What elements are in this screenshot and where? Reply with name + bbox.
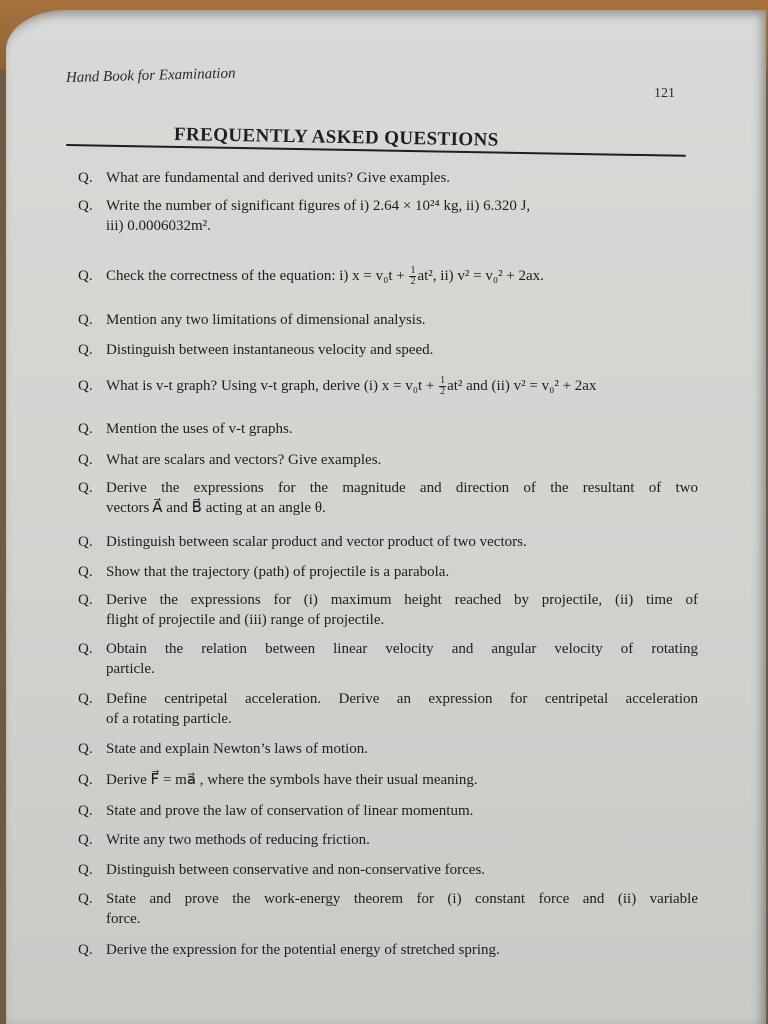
question-item [78, 940, 698, 960]
question-text [106, 266, 698, 287]
question-item [78, 860, 698, 880]
question-item [78, 770, 698, 790]
question-text: Show that the trajectory (path) of projectile is a parabola. [106, 564, 450, 580]
question-text: State and prove the work-energy theorem for (i) constant force and (ii) variable [106, 891, 698, 907]
question-item [78, 376, 698, 397]
equation-prefix: Check the correctness of the equation: i) x = v₀t + [106, 268, 409, 284]
question-text: Distinguish between instantaneous velocity and speed. [106, 342, 434, 358]
question-marker: Q. [78, 480, 93, 496]
question-item [78, 801, 698, 821]
book-page [6, 10, 766, 1024]
question-text: State and prove the law of conservation of linear momentum. [106, 803, 474, 819]
question-marker: Q. [78, 862, 93, 878]
question-text: iii) 0.0006032m². [106, 218, 211, 234]
question-item [78, 340, 698, 360]
question-text: Obtain the relation between linear velocity and angular velocity of rotating [106, 641, 698, 657]
question-marker: Q. [78, 942, 93, 958]
question-text: Write any two methods of reducing friction. [106, 832, 370, 848]
question-item [78, 310, 698, 330]
question-item [78, 196, 698, 236]
question-item [78, 830, 698, 850]
question-item [78, 478, 698, 518]
equation-suffix: at² and (ii) v² = v₀² + 2ax [447, 378, 597, 394]
question-marker: Q. [78, 832, 93, 848]
question-marker: Q. [78, 564, 93, 580]
question-text: Write the number of significant figures of i) 2.64 × 10²⁴ kg, ii) 6.320 J, [106, 198, 531, 214]
question-text: Distinguish between conservative and non-conservative forces. [106, 862, 486, 878]
question-text: Derive the expressions for (i) maximum height reached by projectile, (ii) time of [106, 592, 698, 608]
question-item [78, 266, 698, 287]
question-text: Derive F⃗ = ma⃗ , where the symbols have their usual meaning. [106, 772, 478, 788]
fraction [439, 376, 446, 397]
question-marker: Q. [78, 342, 93, 358]
question-item [78, 419, 698, 439]
question-marker: Q. [78, 452, 93, 468]
question-text: force. [106, 911, 141, 927]
question-text: of a rotating particle. [106, 711, 232, 727]
page-number: 121 [654, 86, 675, 101]
question-item [78, 739, 698, 759]
fraction-denominator: 2 [410, 276, 416, 288]
question-marker: Q. [78, 641, 93, 657]
question-marker: Q. [78, 268, 93, 284]
question-marker: Q. [78, 312, 93, 328]
fraction [409, 266, 416, 287]
question-text: Distinguish between scalar product and vector product of two vectors. [106, 534, 527, 550]
question-item [78, 532, 698, 552]
fraction-denominator: 2 [440, 386, 446, 398]
question-text: vectors A⃗ and B⃗ acting at an angle θ. [106, 500, 326, 516]
question-text: Mention the uses of v-t graphs. [106, 421, 293, 437]
question-marker: Q. [78, 421, 93, 437]
fraction-numerator: 1 [410, 265, 416, 277]
question-text: What are fundamental and derived units? Give examples. [106, 170, 451, 186]
question-item [78, 168, 698, 188]
question-marker: Q. [78, 592, 93, 608]
question-marker: Q. [78, 803, 93, 819]
question-item [78, 450, 698, 470]
question-text: State and explain Newton’s laws of motion. [106, 741, 369, 757]
question-marker: Q. [78, 198, 93, 214]
question-marker: Q. [78, 378, 93, 394]
question-marker: Q. [78, 691, 93, 707]
equation-suffix: at², ii) v² = v₀² + 2ax. [417, 268, 544, 284]
question-text: Mention any two limitations of dimensional analysis. [106, 312, 426, 328]
question-item [78, 639, 698, 679]
question-item [78, 889, 698, 929]
question-text: What are scalars and vectors? Give examples. [106, 452, 382, 468]
question-marker: Q. [78, 772, 93, 788]
question-text: Define centripetal acceleration. Derive an expression for centripetal acceleration [106, 691, 698, 707]
running-header: Hand Book for Examination [65, 65, 236, 86]
fraction-numerator: 1 [440, 375, 446, 387]
question-text: Derive the expressions for the magnitude and direction of the resultant of two [106, 480, 698, 496]
question-item [78, 562, 698, 582]
question-item [78, 689, 698, 729]
question-item [78, 590, 698, 630]
question-text [106, 376, 698, 397]
question-text: particle. [106, 661, 155, 677]
question-text: Derive the expression for the potential energy of stretched spring. [106, 942, 500, 958]
equation-prefix: What is v-t graph? Using v-t graph, derive (i) x = v₀t + [106, 378, 439, 394]
question-marker: Q. [78, 741, 93, 757]
question-text: flight of projectile and (iii) range of projectile. [106, 612, 385, 628]
question-marker: Q. [78, 170, 93, 186]
question-marker: Q. [78, 534, 93, 550]
question-marker: Q. [78, 891, 93, 907]
section-title: FREQUENTLY ASKED QUESTIONS [173, 124, 499, 151]
